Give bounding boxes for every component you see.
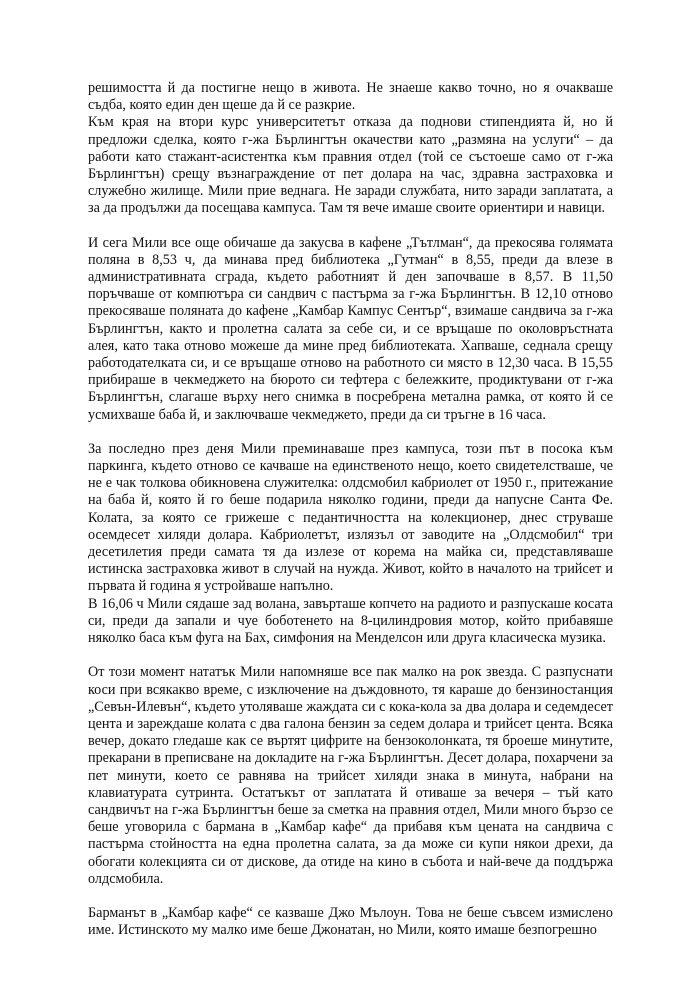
paragraph-spacer	[88, 647, 613, 664]
paragraph-6: От този момент нататък Мили напомняше все пак малко на рок звезда. С разпуснати коси при всякакво време, с изключение на дъждовното, тя караше до бензиностанция „Севън-Илевън“, където утоляваше жаждата си с кока-кола за два долара и седемдесет цента и зареждаше колата с два галона бензин за седем долара и трийсет цента. Всяка вечер, докато гледаше как се въртят цифрите на бензоколонката, тя броеше минутите, прекарани в преписване на докладите на г-жа Бърлингтън. Десет долара, похарчени за пет минути, което се равнява на трийсет хиляди знака в минута, набрани на клавиатурата сутринта. Остатъкът от заплатата й отиваше за вечеря – тъй като сандвичът на г-жа Бърлингтън беше за сметка на правния отдел, Мили много бързо се беше уговорила с бармана в „Камбар кафе“ да прибавя към цената на сандвича с пастърма стойността на една пролетна салата, за да може си купи някои дрехи, да обогати колекцията си от дискове, да отиде на кино в събота и най-вече да поддържа олдсмобила.	[88, 664, 613, 887]
paragraph-4: За последно през деня Мили преминаваше през кампуса, този път в посока към паркинга, където отново се качваше на единственото нещо, което свидетелстваше, че не е чак толкова обикновена служителка: олдсмобил кабриолет от 1950 г., притежание на баба й, която й го беше подарила няколко години, преди да напусне Санта Фе. Колата, за която се грижеше с педантичността на колекционер, днес струваше осемдесет хиляди долара. Кабриолетът, излязъл от заводите на „Олдсмобил“ три десетилетия преди самата тя да излезе от корема на майка си, представляваше истинска застраховка живот в случай на нужда. Живот, който в началото на трийсет и първата й година я устройваше напълно.	[88, 440, 613, 595]
paragraph-spacer	[88, 424, 613, 441]
document-page	[88, 80, 613, 939]
paragraph-3: И сега Мили все още обичаше да закусва в кафене „Тътлман“, да прекосява голямата поляна в 8,53 ч, да минава пред библиотека „Гутман“ в 8,55, преди да влезе в административната сграда, където работният й ден започваше в 8,57. В 11,50 поръчваше от компютъра си сандвич с пастърма за г-жа Бърлингтън. В 12,10 отново прекосяваше поляната до кафене „Камбар Кампус Сентър“, взимаше сандвича за г-жа Бърлингтън, както и пролетна салата за себе си, и се връщаше по околовръстната алея, като така отново можеше да мине пред библиотеката. Хапваше, седнала срещу работодателката си, и се връщаше отново на работното си място в 12,30 часа. В 15,55 прибираше в чекмеджето на бюрото си тефтера с бележките, продиктувани от г-жа Бърлингтън, слагаше върху него снимка в посребрена метална рамка, от която й се усмихваше баба й, и заключваше чекмеджето, преди да си тръгне в 16 часа.	[88, 234, 613, 423]
paragraph-5: В 16,06 ч Мили сядаше зад волана, завърташе копчето на радиото и разпускаше косата си, преди да запали и чуе боботенето на 8-цилиндровия мотор, който прибавяше няколко баса към фуга на Бах, симфония на Менделсон или друга класическа музика.	[88, 595, 613, 647]
paragraph-7: Барманът в „Камбар кафе“ се казваше Джо Мълоун. Това не беше съвсем измислено име. Истинското му малко име беше Джонатан, но Мили, която имаше безпогрешно	[88, 904, 613, 939]
paragraph-2: Към края на втори курс университетът отказа да поднови стипендията й, но й предложи сделка, която г-жа Бърлингтън окачестви като „размяна на услуги“ – да работи като стажант-асистентка към правния отдел (той се състоеше само от г-жа Бърлингтън) срещу възнаграждение от пет долара на час, здравна застраховка и служебно жилище. Мили прие веднага. Не заради службата, нито заради заплатата, а за да продължи да посещава кампуса. Там тя вече имаше своите ориентири и навици.	[88, 114, 613, 217]
paragraph-1: решимостта й да постигне нещо в живота. Не знаеше какво точно, но я очакваше съдба, която един ден щеше да й се разкрие.	[88, 80, 613, 114]
paragraph-spacer	[88, 888, 613, 905]
paragraph-spacer	[88, 218, 613, 235]
